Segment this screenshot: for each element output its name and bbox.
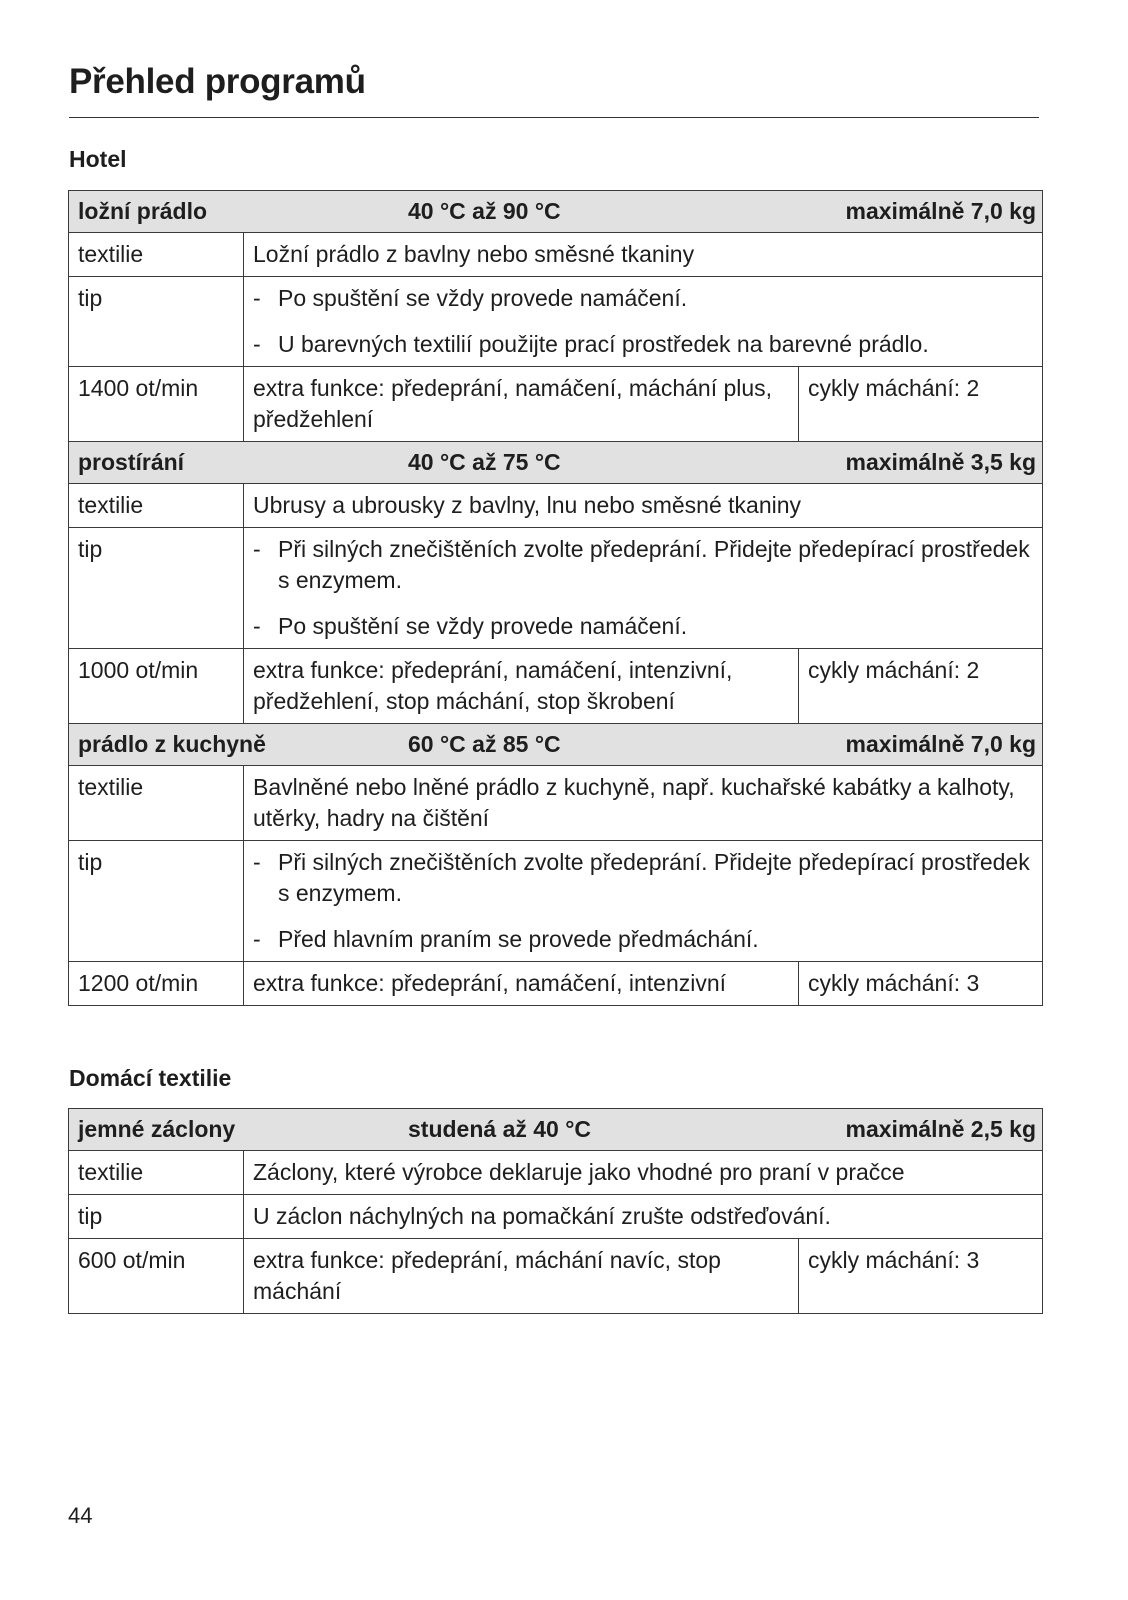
tip-content — [244, 841, 1043, 962]
program-name: jemné záclony — [78, 1116, 236, 1142]
rinse-cycles: cykly máchání: 2 — [799, 649, 1043, 724]
program-max-load: maximálně 7,0 kg — [845, 198, 1037, 224]
tip-row — [69, 528, 1043, 649]
textiles-row — [69, 233, 1043, 277]
program-header-row — [69, 442, 1043, 484]
program-max-load: maximálně 2,5 kg — [845, 1116, 1037, 1142]
program-temperature: 60 °C až 85 °C — [408, 731, 561, 757]
rinse-cycles: cykly máchání: 3 — [799, 962, 1043, 1006]
extra-functions: extra funkce: předeprání, namáčení, intenzivní, předžehlení, stop máchání, stop škrobení — [244, 649, 799, 724]
tip-item: - Před hlavním praním se provede předmáchání. — [253, 926, 759, 952]
row-label: textilie — [69, 1151, 244, 1195]
spin-speed: 600 ot/min — [69, 1239, 244, 1314]
textiles-row — [69, 484, 1043, 528]
tip-item: - U barevných textilií použijte prací prostředek na barevné prádlo. — [253, 331, 929, 357]
program-table-domestic-textiles — [68, 1108, 1043, 1314]
section-heading-hotel: Hotel — [69, 146, 127, 172]
program-temperature: 40 °C až 75 °C — [408, 449, 561, 475]
tip-item: - Po spuštění se vždy provede namáčení. — [253, 285, 688, 311]
textiles-description: Ložní prádlo z bavlny nebo směsné tkaniny — [244, 233, 1043, 277]
spin-row — [69, 367, 1043, 442]
row-label: textilie — [69, 766, 244, 841]
extra-functions: extra funkce: předeprání, máchání navíc, stop máchání — [244, 1239, 799, 1314]
page-number: 44 — [68, 1503, 93, 1528]
row-label: textilie — [69, 233, 244, 277]
row-label: textilie — [69, 484, 244, 528]
rinse-cycles: cykly máchání: 3 — [799, 1239, 1043, 1314]
program-max-load: maximálně 3,5 kg — [845, 449, 1037, 475]
textiles-description: Ubrusy a ubrousky z bavlny, lnu nebo směsné tkaniny — [244, 484, 1043, 528]
tip-content — [244, 528, 1043, 649]
spin-speed: 1000 ot/min — [69, 649, 244, 724]
rinse-cycles: cykly máchání: 2 — [799, 367, 1043, 442]
program-name: prostírání — [78, 449, 185, 475]
program-name: prádlo z kuchyně — [78, 731, 266, 757]
program-header-row — [69, 724, 1043, 766]
tip-content: U záclon náchylných na pomačkání zrušte odstřeďování. — [244, 1195, 1043, 1239]
textiles-row — [69, 1151, 1043, 1195]
spin-row — [69, 962, 1043, 1006]
tip-item: - Po spuštění se vždy provede namáčení. — [253, 613, 688, 639]
row-label: tip — [69, 277, 244, 367]
spin-speed: 1400 ot/min — [69, 367, 244, 442]
program-max-load: maximálně 7,0 kg — [845, 731, 1037, 757]
spin-row — [69, 649, 1043, 724]
section-heading-domestic-textiles: Domácí textilie — [69, 1065, 232, 1091]
row-label: tip — [69, 1195, 244, 1239]
program-table-hotel — [68, 190, 1043, 1006]
program-temperature: studená až 40 °C — [408, 1116, 592, 1142]
textiles-description: Záclony, které výrobce deklaruje jako vhodné pro praní v pračce — [244, 1151, 1043, 1195]
textiles-row — [69, 766, 1043, 841]
textiles-description: Bavlněné nebo lněné prádlo z kuchyně, např. kuchařské kabátky a kalhoty, utěrky, hadry na čištění — [244, 766, 1043, 841]
extra-functions: extra funkce: předeprání, namáčení, intenzivní — [244, 962, 799, 1006]
program-name: ložní prádlo — [78, 198, 208, 224]
row-label: tip — [69, 528, 244, 649]
program-temperature: 40 °C až 90 °C — [408, 198, 561, 224]
title-divider — [69, 117, 1039, 118]
spin-speed: 1200 ot/min — [69, 962, 244, 1006]
tip-row — [69, 1195, 1043, 1239]
row-label: tip — [69, 841, 244, 962]
tip-content — [244, 277, 1043, 367]
program-header-row — [69, 191, 1043, 233]
extra-functions: extra funkce: předeprání, namáčení, máchání plus, předžehlení — [244, 367, 799, 442]
tip-row — [69, 841, 1043, 962]
page-title: Přehled programů — [69, 62, 366, 101]
program-header-row — [69, 1109, 1043, 1151]
tip-item: - Při silných znečištěních zvolte předeprání. Přidejte předepírací prostředek s enzymem. — [253, 849, 1030, 906]
tip-row — [69, 277, 1043, 367]
tip-item: - Při silných znečištěních zvolte předeprání. Přidejte předepírací prostředek s enzymem. — [253, 536, 1030, 593]
spin-row — [69, 1239, 1043, 1314]
